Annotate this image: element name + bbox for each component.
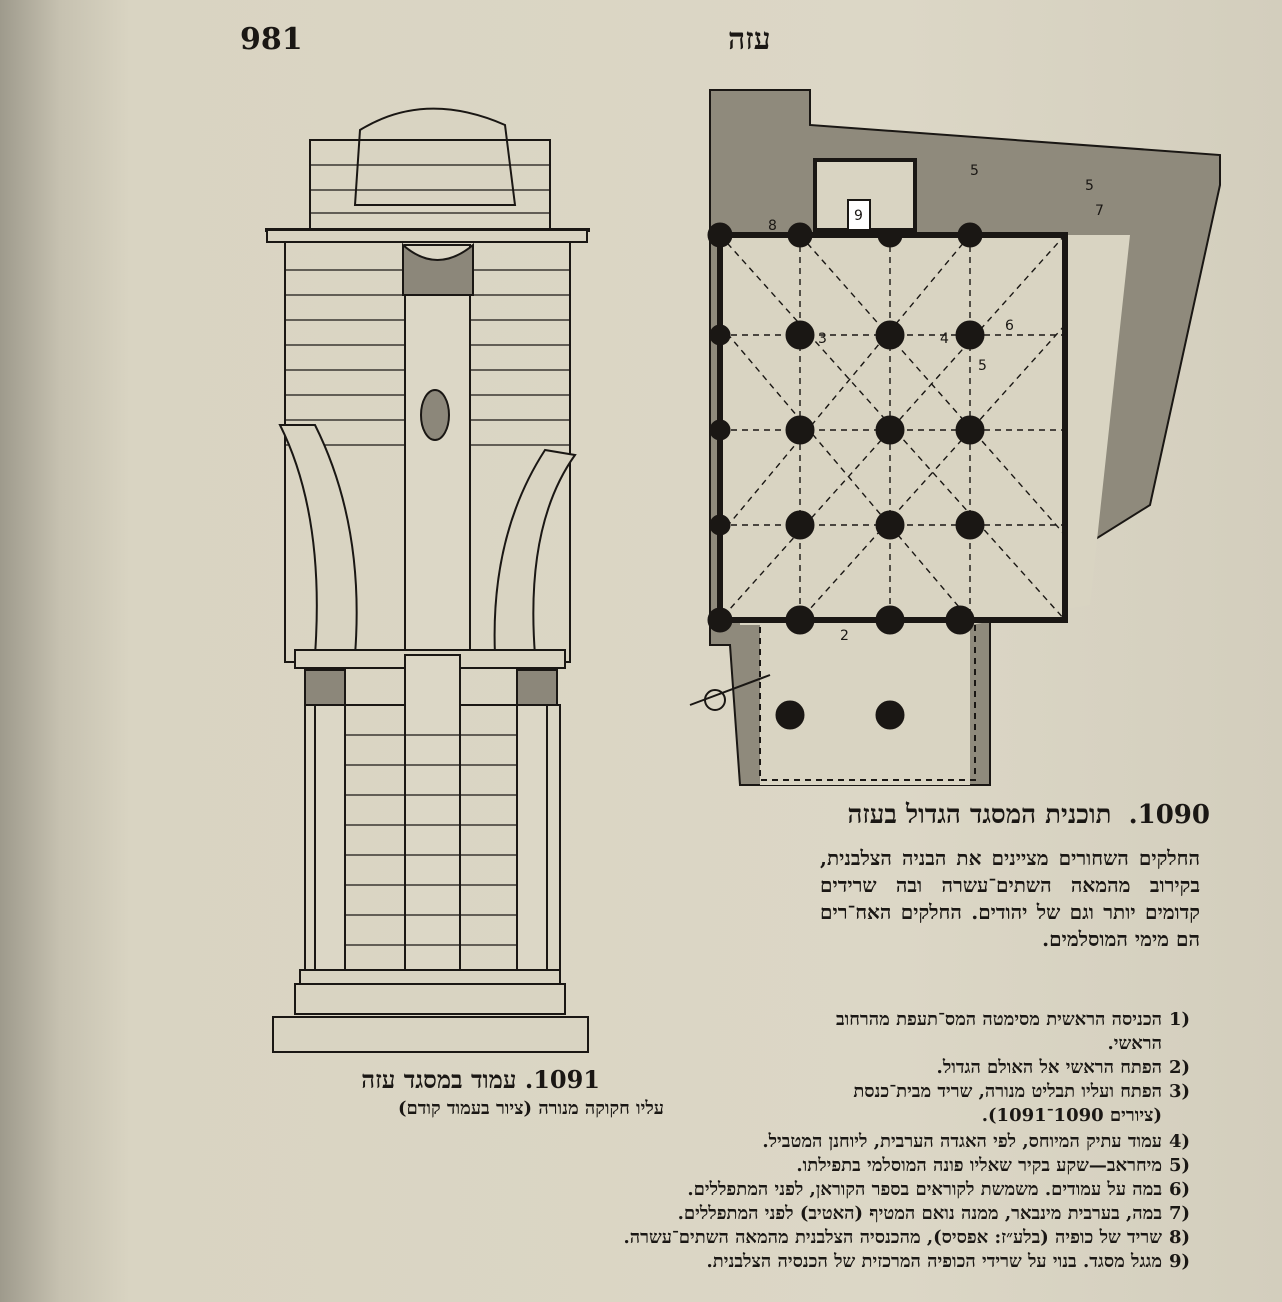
page-number: 981 xyxy=(240,22,303,57)
plan-label-7: 7 xyxy=(1095,203,1104,219)
figure-1090-number: 1090. xyxy=(1128,800,1210,830)
legend-item: (4 עמוד עתיק המיוחס, לפי האגדה הערבית, ליוחנן המטביל. xyxy=(762,1131,1190,1152)
legend-item: (1 הכניסה הראשית מסימטה המס־תעפת מהרחוב הראשי. xyxy=(836,1009,1190,1054)
plan-label-5b: 5 xyxy=(970,163,979,179)
synagogue-floor-plan xyxy=(670,85,1230,800)
legend-item: (2 הפתח הראשי אל האולם הגדול. xyxy=(936,1057,1190,1078)
plan-label-6: 6 xyxy=(1005,318,1014,334)
figure-1091-number: 1091. xyxy=(524,1065,600,1094)
figure-1091-title: עמוד במסגד עזה xyxy=(361,1065,517,1094)
figure-1091-subcaption: עליו חקוקה מנורה (ציור בעמוד קודם) xyxy=(397,1098,664,1119)
running-head: עזה xyxy=(728,22,771,57)
column-illustration xyxy=(255,95,600,1060)
legend-item: (5 מיחראב—שקע בקיר שאליו פונה המוסלמי בתפילתו. xyxy=(796,1155,1190,1176)
legend-item: (9 מגגל מסגד. בנוי על שרידי הכופיה המרכזית של הכנסיה הצלבנית. xyxy=(706,1251,1190,1272)
figure-1091-caption xyxy=(300,1065,600,1095)
legend-item: (3 הפתח ועליו תבליט מנורה, שריד מבית־כנסת (ציורים 1090־1091). xyxy=(853,1081,1190,1126)
plan-legend xyxy=(300,1008,1190,1274)
legend-item: (8 שריד של כופיה (בלע״ז: אפסיס), מהכנסיה הצלבנית מהמאה השתים־עשרה. xyxy=(623,1227,1190,1248)
plan-label-5c: 5 xyxy=(1085,178,1094,194)
legend-item: (6 במה על עמודים. משמשת לקוראים בספר הקוראן, לפני המתפללים. xyxy=(687,1179,1190,1200)
plan-label-9: 9 xyxy=(854,208,863,224)
plan-label-8: 8 xyxy=(768,218,777,234)
plan-label-3: 3 xyxy=(818,331,827,347)
legend-item: (7 במה, בערבית מינבאר, ממנה נואם המטיף (האטיב) לפני המתפללים. xyxy=(677,1203,1190,1224)
figure-1090-description: החלקים השחורים מציינים את הבניה הצלבנית, בקירוב מהמאה השתים־עשרה ובה שרידים קדומים יותר וגם של יהודים. החלקים האח־רים הם מימי המוסלמים. xyxy=(820,846,1200,951)
figure-1090-title: תוכנית המסגד הגדול בעזה xyxy=(847,800,1112,830)
figure-1090-caption xyxy=(760,800,1210,830)
plan-label-4: 4 xyxy=(940,331,949,347)
plan-label-5a: 5 xyxy=(978,358,987,374)
plan-label-2: 2 xyxy=(840,628,849,644)
